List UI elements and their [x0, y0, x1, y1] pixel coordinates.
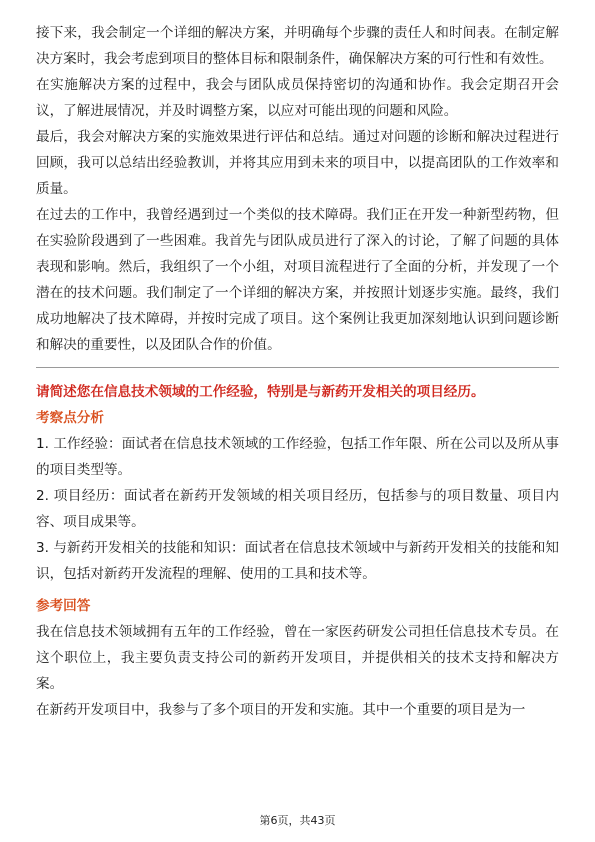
body-paragraph: 接下来，我会制定一个详细的解决方案，并明确每个步骤的责任人和时间表。在制定解决方案时，我会考虑到项目的整体目标和限制条件，确保解决方案的可行性和有效性。: [36, 25, 559, 67]
analysis-item: 3. 与新药开发相关的技能和知识：面试者在信息技术领域中与新药开发相关的技能和知识，包括对新药开发流程的理解、使用的工具和技术等。: [36, 540, 559, 582]
page-number: 第6页，共43页: [259, 814, 336, 827]
analysis-item: 1. 工作经验：面试者在信息技术领域的工作经验，包括工作年限、所在公司以及所从事的项目类型等。: [36, 436, 559, 478]
body-paragraph: 在过去的工作中，我曾经遇到过一个类似的技术障碍。我们正在开发一种新型药物，但在实验阶段遇到了一些困难。我首先与团队成员进行了深入的讨论，了解了问题的具体表现和影响。然后，我组织了一个小组，对项目流程进行了全面的分析，并发现了一个潜在的技术问题。我们制定了一个详细的解决方案，并按照计划逐步实施。最终，我们成功地解决了技术障碍，并按时完成了项目。这个案例让我更加深刻地认识到问题诊断和解决的重要性，以及团队合作的价值。: [36, 207, 559, 353]
document-page: [36, 20, 559, 723]
analysis-item: 2. 项目经历：面试者在新药开发领域的相关项目经历，包括参与的项目数量、项目内容、项目成果等。: [36, 488, 559, 530]
body-paragraph: 在实施解决方案的过程中，我会与团队成员保持密切的沟通和协作。我会定期召开会议，了解进展情况，并及时调整方案，以应对可能出现的问题和风险。: [36, 77, 559, 119]
answer-title: 参考回答: [36, 598, 91, 614]
analysis-title: 考察点分析: [36, 410, 104, 426]
answer-paragraph: 在新药开发项目中，我参与了多个项目的开发和实施。其中一个重要的项目是为一: [36, 702, 526, 718]
body-paragraph: 最后，我会对解决方案的实施效果进行评估和总结。通过对问题的诊断和解决过程进行回顾，我可以总结出经验教训，并将其应用到未来的项目中，以提高团队的工作效率和质量。: [36, 129, 559, 197]
question-heading: 请简述您在信息技术领域的工作经验，特别是与新药开发相关的项目经历。: [36, 384, 485, 400]
answer-paragraph: 我在信息技术领域拥有五年的工作经验，曾在一家医药研发公司担任信息技术专员。在这个职位上，我主要负责支持公司的新药开发项目，并提供相关的技术支持和解决方案。: [36, 624, 559, 692]
section-divider: [36, 367, 559, 368]
